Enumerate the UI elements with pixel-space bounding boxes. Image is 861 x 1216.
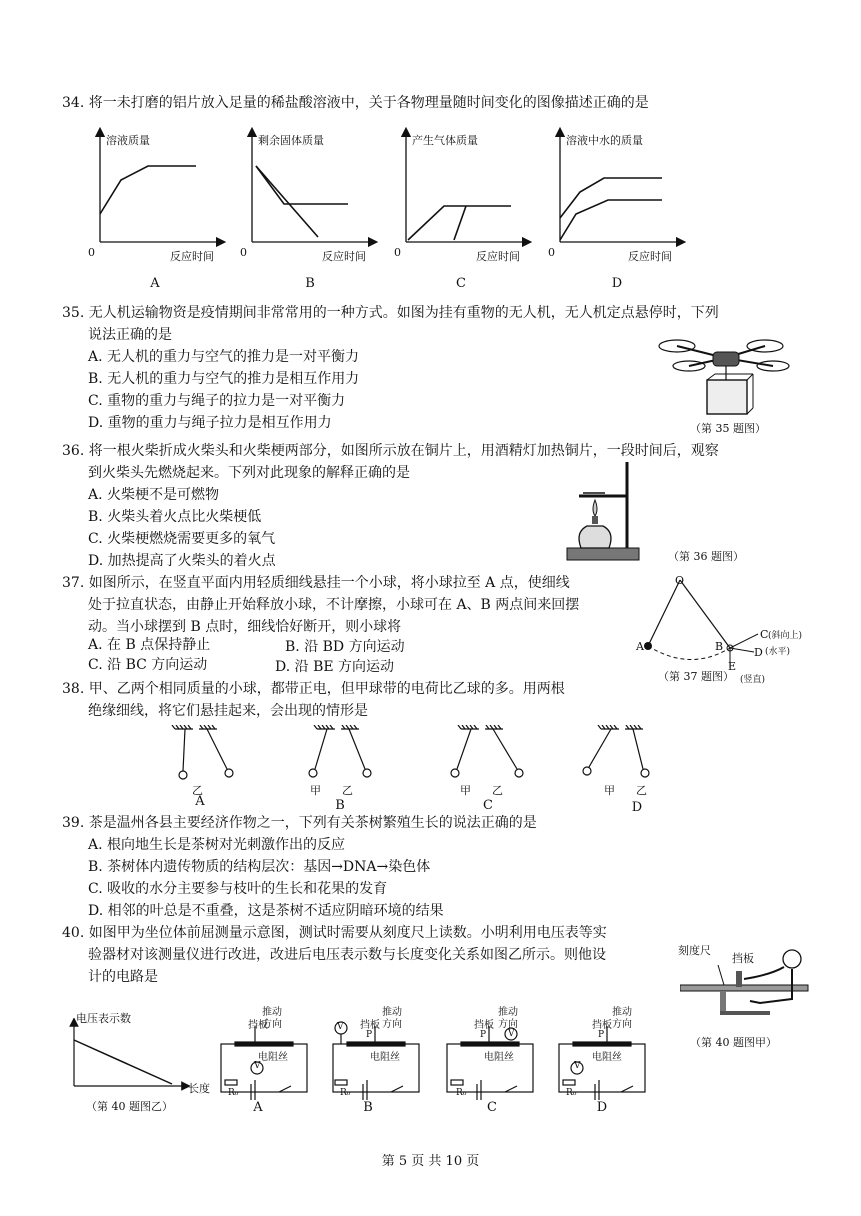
q38-c-yi: 乙: [492, 784, 503, 797]
q40-d-wire: 电阻丝: [592, 1052, 622, 1063]
q40-voltage-graph: [68, 1018, 198, 1093]
q40-b-dir: 方向: [382, 1019, 402, 1030]
q34-d-origin: 0: [548, 246, 555, 259]
q37-option-c: C. 沿 BC 方向运动: [88, 657, 208, 673]
q40-b-r0: R₀: [340, 1088, 351, 1098]
q34-b-origin: 0: [240, 246, 247, 259]
q40-a-wire: 电阻丝: [258, 1052, 288, 1063]
q34-c-xlabel: 反应时间: [476, 250, 520, 263]
q38-c-jia: 甲: [460, 784, 471, 797]
q34-stem: 34. 将一未打磨的铝片放入足量的稀盐酸溶液中，关于各物理量随时间变化的图像描述正确的是: [62, 95, 649, 111]
q40-a-dir: 方向: [262, 1019, 282, 1030]
q35-stem-line1: 35. 无人机运输物资是疫情期间非常常用的一种方式。如图为挂有重物的无人机，无人机定点悬停时，下列: [62, 305, 719, 321]
q34-c-letter: C: [456, 276, 466, 291]
q40-b-p: P: [366, 1030, 373, 1040]
q40-stem-line2: 验器材对该测量仪进行改进，改进后电压表示数与长度变化关系如图乙所示。则他设: [88, 947, 606, 963]
q38-d-jia: 甲: [604, 784, 615, 797]
q40-a-board: 挡板: [248, 1020, 268, 1031]
q34-b-ylabel: 剩余固体质量: [258, 134, 324, 147]
q37-label-c: C: [760, 628, 769, 641]
q37-option-b: B. 沿 BD 方向运动: [285, 639, 405, 655]
q34-graph-b: [252, 132, 373, 242]
q40-stem-line1: 40. 如图甲为坐位体前屈测量示意图，测试时需要从刻度尺上读数。小明利用电压表等实: [62, 925, 607, 941]
q38-a-letter: A: [195, 794, 205, 809]
q35-option-c: C. 重物的重力与绳子的拉力是一对平衡力: [88, 393, 346, 409]
q38-stem-line2: 绝缘细线，将它们悬挂起来，会出现的情形是: [88, 703, 368, 719]
q36-option-a: A. 火柴梗不是可燃物: [88, 487, 220, 503]
q40-ruler-label: 刻度尺: [678, 944, 711, 957]
q40-board-label: 挡板: [732, 952, 754, 965]
q37-label-o: O: [675, 574, 685, 587]
q37-label-e-note: (竖直): [740, 675, 766, 685]
q38-d-letter: D: [631, 800, 643, 815]
q39-option-b: B. 茶树体内遗传物质的结构层次：基因→DNA→染色体: [88, 859, 431, 875]
q34-a-letter: A: [150, 276, 160, 291]
q40-d-letter: D: [596, 1100, 608, 1115]
q40-a-letter: A: [253, 1100, 263, 1115]
q34-a-xlabel: 反应时间: [170, 250, 214, 263]
q38-b-jia: 甲: [310, 784, 321, 797]
q36-option-c: C. 火柴梗燃烧需要更多的氧气: [88, 531, 276, 547]
q38-b-letter: B: [335, 798, 345, 813]
q39-option-c: C. 吸收的水分主要参与枝叶的生长和花果的发育: [88, 881, 388, 897]
q40-d-v: V: [574, 1061, 581, 1071]
q37-option-a: A. 在 B 点保持静止: [88, 637, 211, 653]
q34-d-letter: D: [611, 276, 623, 291]
q37-stem-line1: 37. 如图所示，在竖直平面内用轻质细线悬挂一个小球，将小球拉至 A 点，使细线: [62, 575, 570, 591]
q40-c-dir: 方向: [498, 1019, 518, 1030]
q37-label-b: B: [715, 640, 724, 653]
q36-option-b: B. 火柴头着火点比火柴梗低: [88, 509, 262, 525]
q36-caption: （第 36 题图）: [668, 550, 744, 563]
q38-d-yi: 乙: [636, 784, 647, 797]
q40-d-r0: R₀: [566, 1088, 577, 1098]
q34-a-ylabel: 溶液质量: [106, 134, 150, 147]
q38-c-letter: C: [483, 798, 493, 813]
q34-b-xlabel: 反应时间: [322, 250, 366, 263]
q36-stem-line2: 到火柴头先燃烧起来。下列对此现象的解释正确的是: [88, 465, 410, 481]
q40-stem-line3: 计的电路是: [88, 969, 158, 985]
q35-caption: （第 35 题图）: [690, 422, 766, 435]
q35-option-d: D. 重物的重力与绳子拉力是相互作用力: [88, 415, 332, 431]
q34-d-xlabel: 反应时间: [628, 250, 672, 263]
q36-stem-line1: 36. 将一根火柴折成火柴头和火柴梗两部分，如图所示放在铜片上，用酒精灯加热铜片，一段时间后，观察: [62, 443, 719, 459]
q40-jia-caption: （第 40 题图甲）: [690, 1036, 777, 1049]
q39-option-a: A. 根向地生长是茶树对光刺激作出的反应: [88, 837, 346, 853]
q34-d-ylabel: 溶液中水的质量: [566, 134, 643, 147]
q37-option-d: D. 沿 BE 方向运动: [275, 659, 395, 675]
q40-c-wire: 电阻丝: [484, 1052, 514, 1063]
q40-b-wire: 电阻丝: [370, 1052, 400, 1063]
q39-option-d: D. 相邻的叶总是不重叠，这是茶树不适应阴暗环境的结果: [88, 903, 444, 919]
q34-a-origin: 0: [88, 246, 95, 259]
q40-c-push: 推动: [498, 1007, 518, 1018]
q38-a-yi: 乙: [192, 784, 203, 797]
q40-b-v: V: [337, 1022, 344, 1032]
q40-b-board: 挡板: [360, 1020, 380, 1031]
q40-b-letter: B: [363, 1100, 373, 1115]
q40-d-dir: 方向: [612, 1019, 632, 1030]
q40-a-v: V: [254, 1061, 261, 1071]
q40-c-letter: C: [487, 1100, 497, 1115]
q34-c-origin: 0: [394, 246, 401, 259]
q40-yi-caption: （第 40 题图乙）: [86, 1100, 173, 1113]
q40-c-v: V: [508, 1029, 515, 1039]
q37-label-a: A: [636, 640, 644, 653]
q40-d-board: 挡板: [592, 1020, 612, 1031]
q40-a-r0: R₀: [228, 1088, 239, 1098]
q36-option-d: D. 加热提高了火柴头的着火点: [88, 553, 276, 569]
q40-yi-xlabel: 长度: [188, 1082, 210, 1095]
q37-label-e: E: [728, 660, 737, 673]
q34-graph-c: [406, 132, 527, 242]
q40-b-push: 推动: [382, 1007, 402, 1018]
q40-d-p: P: [598, 1030, 605, 1040]
q40-c-p: P: [480, 1030, 487, 1040]
q38-b-yi: 乙: [342, 784, 353, 797]
drone-figure: [655, 330, 795, 420]
q40-c-r0: R₀: [456, 1088, 467, 1098]
q37-label-d: D: [754, 646, 763, 659]
q34-graph-a: [100, 132, 221, 242]
pendulum-figure: [630, 572, 803, 682]
q34-graphs: [86, 122, 786, 297]
q40-a-push: 推动: [262, 1007, 282, 1018]
q37-stem-line3: 动。当小球摆到 B 点时，细线恰好断开，则小球将: [88, 619, 402, 635]
q34-c-ylabel: 产生气体质量: [412, 134, 478, 147]
q35-option-a: A. 无人机的重力与空气的推力是一对平衡力: [88, 349, 360, 365]
q35-stem-line2: 说法正确的是: [88, 327, 172, 343]
q40-yi-ylabel: 电压表示数: [76, 1012, 131, 1025]
q37-label-d-note: (水平): [765, 647, 791, 657]
q35-option-b: B. 无人机的重力与空气的推力是相互作用力: [88, 371, 360, 387]
alcohol-lamp-figure: [565, 460, 645, 565]
q37-caption: （第 37 题图）: [658, 670, 734, 683]
q37-label-c-note: (斜向上): [768, 631, 803, 641]
q40-c-board: 挡板: [474, 1020, 494, 1031]
q38-stem-line1: 38. 甲、乙两个相同质量的小球，都带正电，但甲球带的电荷比乙球的多。用两根: [62, 681, 565, 697]
page-footer: 第 5 页 共 10 页: [381, 1154, 480, 1169]
q40-d-push: 推动: [612, 1007, 632, 1018]
q37-stem-line2: 处于拉直状态，由静止开始释放小球，不计摩擦，小球可在 A、B 两点间来回摆: [88, 597, 580, 613]
q34-b-letter: B: [305, 276, 315, 291]
q34-graph-d: [560, 132, 681, 242]
q39-stem: 39. 茶是温州各县主要经济作物之一，下列有关茶树繁殖生长的说法正确的是: [62, 815, 537, 831]
